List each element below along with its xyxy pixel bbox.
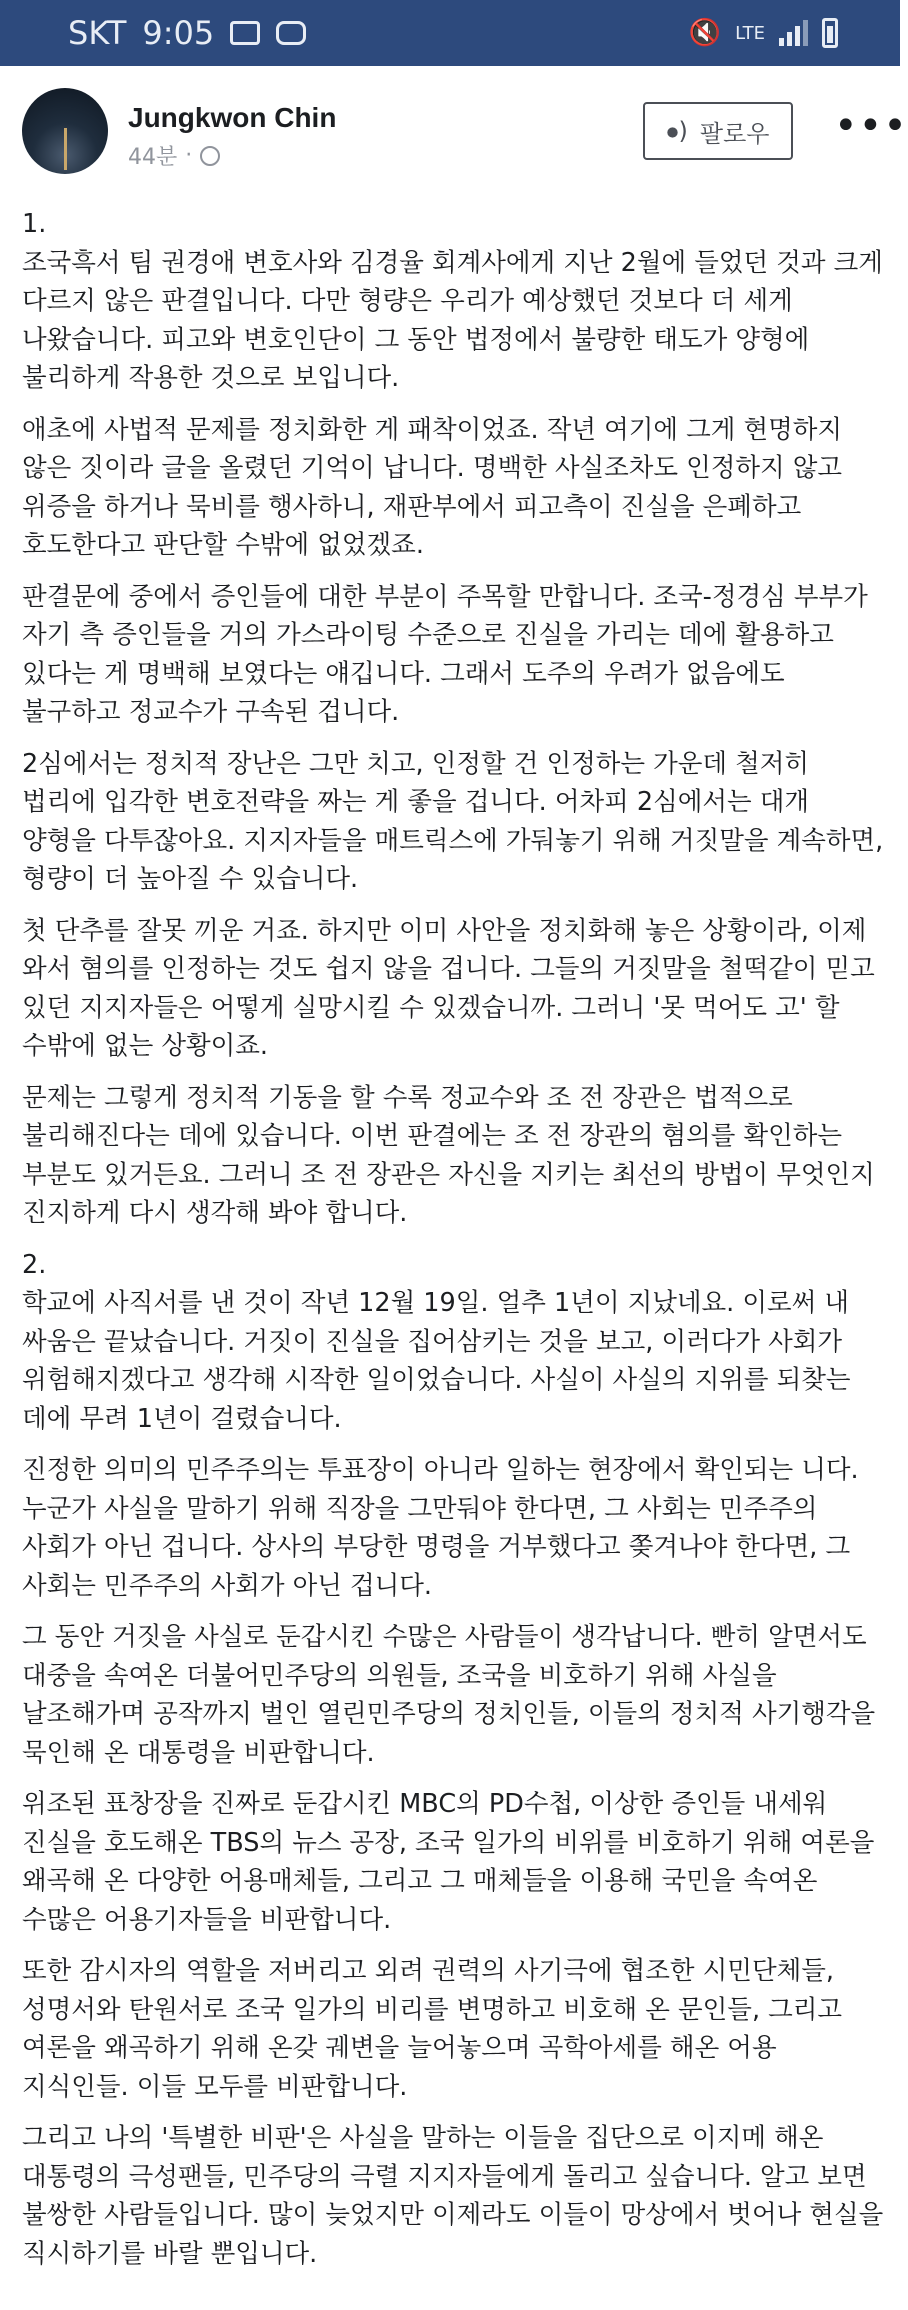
paragraph: 조국흑서 팀 권경애 변호사와 김경율 회계사에게 지난 2월에 들었던 것과 크게 다르지 않은 판결입니다. 다만 형량은 우리가 예상했던 것보다 더 세게 나왔습니다. 피고와 변호인단이 그 동안 법정에서 불량한 태도가 양형에 불리하게 작용한 것으로 보입니다.: [22, 247, 883, 393]
paragraph: 2심에서는 정치적 장난은 그만 치고, 인정할 건 인정하는 가운데 철저히 법리에 입각한 변호전략을 짜는 게 좋을 겁니다. 어차피 2심에서는 대개 양형을 다투잖아요. 지지자들을 매트릭스에 가둬놓기 위해 거짓말을 계속하면, 형량이 더 높아질 수 있습니다.: [22, 748, 884, 894]
post-timestamp[interactable]: 44분: [128, 145, 178, 170]
paragraph: 그 동안 거짓을 사실로 둔갑시킨 수많은 사람들이 생각납니다. 빤히 알면서도 대중을 속여온 더불어민주당의 의원들, 조국을 비호하기 위해 사실을 날조해가며 공작까지 벌인 열린민주당의 정치인들, 이들의 정치적 사기행각을 묵인해 온 대통령을 비판합니다.: [22, 1622, 876, 1768]
paragraph: 또한 감시자의 역할을 저버리고 외려 권력의 사기극에 협조한 시민단체들, 성명서와 탄원서로 조국 일가의 비리를 변명하고 비호해 온 문인들, 그리고 여론을 왜곡하기 위해 온갖 궤변을 늘어놓으며 곡학아세를 해온 어용 지식인들. 이들 모두를 비판합니다.: [22, 1956, 843, 2102]
post-meta: [128, 140, 220, 171]
globe-icon: [200, 146, 220, 166]
paragraph: 그리고 나의 '특별한 비판'은 사실을 말하는 이들을 집단으로 이지메 해온 대통령의 극성팬들, 민주당의 극렬 지지자들에게 돌리고 싶습니다. 알고 보면 불쌍한 사람들입니다. 많이 늦었지만 이제라도 이들이 망상에서 벗어나 현실을 직시하기를 바랄 뿐입니다.: [22, 2123, 884, 2269]
status-left: [68, 14, 306, 52]
paragraph: 판결문에 중에서 증인들에 대한 부분이 주목할 만합니다. 조국-정경심 부부가 자기 측 증인들을 거의 가스라이팅 수준으로 진실을 가리는 데에 활용하고 있다는 게 명백해 보였다는 얘깁니다. 그래서 도주의 우려가 없음에도 불구하고 정교수가 구속된 겁니다.: [22, 581, 868, 727]
youtube-icon: [276, 21, 306, 45]
paragraph: 애초에 사법적 문제를 정치화한 게 패착이었죠. 작년 여기에 그게 현명하지 않은 짓이라 글을 올렸던 기억이 납니다. 명백한 사실조차도 인정하지 않고 위증을 하거나 묵비를 행사하니, 재판부에서 피고측이 진실을 은폐하고 호도한다고 판단할 수밖에 없었겠죠.: [22, 414, 843, 560]
more-icon[interactable]: •••: [834, 103, 908, 149]
post-body: [22, 205, 884, 2273]
status-right: [689, 18, 838, 48]
clock: 9:05: [142, 14, 215, 52]
paragraph: 첫 단추를 잘못 끼운 거죠. 하지만 이미 사안을 정치화해 놓은 상황이라, 이제 와서 혐의를 인정하는 것도 쉽지 않을 겁니다. 그들의 거짓말을 철떡같이 믿고 있던 지지자들은 어떻게 실망시킬 수 있겠습니까. 그러니 '못 먹어도 고' 할 수밖에 없는 상황이죠.: [22, 915, 875, 1061]
meta-separator: ·: [185, 143, 193, 168]
section-number: 2.: [22, 1249, 47, 1280]
signal-icon: [779, 20, 808, 46]
follow-label: 팔로우: [699, 119, 770, 148]
author-name[interactable]: Jungkwon Chin: [128, 102, 337, 133]
image-icon: [230, 21, 260, 45]
battery-icon: [822, 18, 838, 48]
rss-icon: ⦁): [666, 117, 688, 145]
paragraph: 위조된 표창장을 진짜로 둔갑시킨 MBC의 PD수첩, 이상한 증인들 내세워 진실을 호도해온 TBS의 뉴스 공장, 조국 일가의 비위를 비호하기 위해 여론을 왜곡해 온 다양한 어용매체들, 그리고 그 매체들을 이용해 국민을 속여온 수많은 어용기자들을 비판합니다.: [22, 1789, 875, 1935]
follow-button[interactable]: [643, 102, 793, 160]
paragraph: 학교에 사직서를 낸 것이 작년 12월 19일. 얼추 1년이 지났네요. 이로써 내 싸움은 끝났습니다. 거짓이 진실을 집어삼키는 것을 보고, 이러다가 사회가 위험해지겠다고 생각해 시작한 일이었습니다. 사실이 사실의 지위를 되찾는 데에 무려 1년이 걸렸습니다.: [22, 1288, 851, 1434]
paragraph: 문제는 그렇게 정치적 기동을 할 수록 정교수와 조 전 장관은 법적으로 불리해진다는 데에 있습니다. 이번 판결에는 조 전 장관의 혐의를 확인하는 부분도 있거든요. 그러니 조 전 장관은 자신을 지키는 최선의 방법이 무엇인지 진지하게 다시 생각해 봐야 합니다.: [22, 1082, 875, 1228]
network-label: LTE: [735, 22, 765, 44]
status-bar: [0, 0, 900, 66]
mute-icon: 🔇: [688, 18, 722, 48]
paragraph: 진정한 의미의 민주주의는 투표장이 아니라 일하는 현장에서 확인되는 니다. 누군가 사실을 말하기 위해 직장을 그만둬야 한다면, 그 사회는 민주주의 사회가 아닌 겁니다. 상사의 부당한 명령을 거부했다고 쫒겨나야 한다면, 그 사회는 민주주의 사회가 아닌 겁니다.: [22, 1455, 859, 1601]
avatar[interactable]: [22, 88, 108, 174]
carrier-label: SKT: [68, 14, 127, 52]
section-number: 1.: [22, 209, 47, 239]
